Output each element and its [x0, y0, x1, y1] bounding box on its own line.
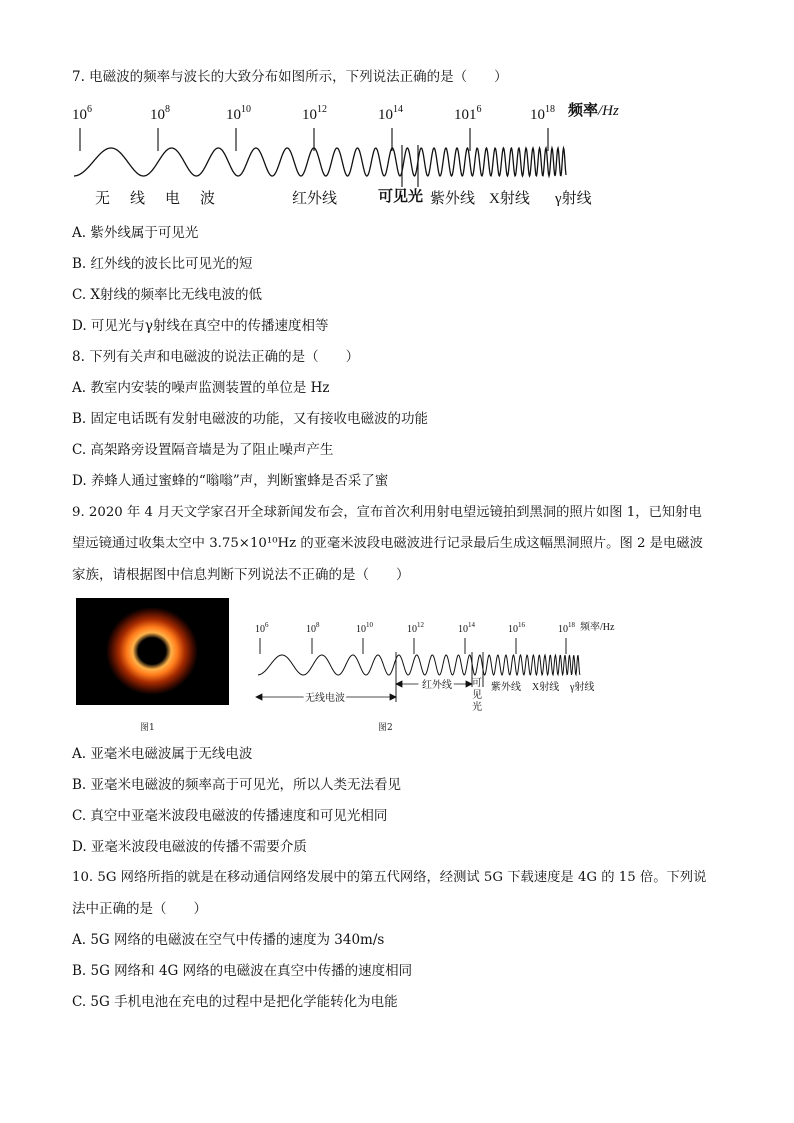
- q9-freq-label-7: $10^{18}$: [558, 621, 575, 635]
- q9-freq-unit: 频率/Hz: [580, 622, 615, 633]
- q10-option-b: B. 5G 网络和 4G 网络的电磁波在真空中传播的速度相同: [72, 963, 413, 979]
- q9-spectrum-figure: [250, 612, 650, 722]
- q7-option-c: C. X射线的频率比无线电波的低: [72, 287, 263, 303]
- q9-freq-label-3: $10^{10}$: [356, 621, 373, 635]
- q7-freq-unit: 频率/Hz: [568, 101, 619, 119]
- q9-option-a: A. 亚毫米电磁波属于无线电波: [72, 746, 253, 762]
- q7-band-xian: 线: [130, 191, 146, 207]
- q7-option-a: A. 紫外线属于可见光: [72, 225, 199, 241]
- q7-band-gamma: γ射线: [555, 191, 592, 207]
- q7-band-dian: 电: [165, 191, 181, 207]
- q7-freq-label-6: $101^6$: [454, 104, 482, 123]
- q8-option-d: D. 养蜂人通过蜜蜂的“嗡嗡”声，判断蜜蜂是否采了蜜: [72, 473, 389, 489]
- q7-band-xray: X射线: [489, 191, 530, 207]
- q9-freq-label-6: $10^{16}$: [508, 621, 525, 635]
- q7-band-uv: 紫外线: [430, 191, 476, 207]
- q8-stem: 8. 下列有关声和电磁波的说法正确的是（ ）: [72, 349, 360, 365]
- q7-band-wu: 无: [95, 191, 111, 207]
- fig1-caption: 图1: [140, 723, 155, 733]
- q9-band-radio: 无线电波: [305, 693, 345, 704]
- q7-option-b: B. 红外线的波长比可见光的短: [72, 256, 253, 272]
- q10-option-a: A. 5G 网络的电磁波在空气中传播的速度为 340m/s: [72, 932, 385, 948]
- q7-band-visible: 可见光: [378, 189, 424, 205]
- q9-option-d: D. 亚毫米波段电磁波的传播不需要介质: [72, 839, 307, 855]
- fig2-caption: 图2: [378, 723, 393, 733]
- q9-radio-arrowhead-left: [256, 694, 262, 700]
- q9-stem-line-2: 望远镜通过收集太空中 3.75×10¹⁰Hz 的亚毫米波段电磁波进行记录最后生成这幅黑洞照片。图 2 是电磁波: [72, 536, 703, 551]
- q7-freq-label-5: $10^{14}$: [378, 104, 403, 123]
- q9-infrared-arrowhead-left: [396, 681, 402, 687]
- q9-option-c: C. 真空中亚毫米波段电磁波的传播速度和可见光相同: [72, 808, 388, 824]
- q9-band-uv: 紫外线: [491, 682, 521, 693]
- q7-option-d: D. 可见光与γ射线在真空中的传播速度相等: [72, 318, 329, 334]
- q7-band-infrared: 红外线: [292, 191, 338, 207]
- q7-freq-label-1: $10^6$: [72, 104, 92, 123]
- q9-wave-curve: [258, 655, 580, 675]
- q9-freq-label-1: $10^6$: [255, 621, 269, 635]
- q7-freq-label-3: $10^{10}$: [226, 104, 251, 123]
- q7-band-bo: 波: [200, 191, 216, 207]
- q9-band-gamma: γ射线: [570, 682, 595, 693]
- q9-option-b: B. 亚毫米电磁波的频率高于可见光，所以人类无法看见: [72, 777, 402, 793]
- q7-freq-label-2: $10^8$: [150, 104, 170, 123]
- q7-freq-label-4: $10^{12}$: [302, 104, 327, 123]
- q7-spectrum-figure: [0, 95, 794, 215]
- q7-freq-label-7: $10^{18}$: [530, 104, 555, 123]
- q10-option-c: C. 5G 手机电池在充电的过程中是把化学能转化为电能: [72, 994, 398, 1010]
- black-hole-image: [76, 598, 229, 705]
- q9-stem-line-3: 家族，请根据图中信息判断下列说法不正确的是（ ）: [72, 567, 410, 583]
- q9-band-visible-1: 可: [472, 678, 482, 689]
- q8-option-a: A. 教室内安装的噪声监测装置的单位是 Hz: [72, 380, 330, 396]
- q9-band-visible-2: 见: [472, 690, 482, 701]
- q9-freq-label-4: $10^{12}$: [407, 621, 424, 635]
- q7-wave-curve: [74, 148, 566, 176]
- q9-band-xray: X射线: [532, 682, 560, 693]
- q9-freq-label-5: $10^{14}$: [458, 621, 475, 635]
- q9-freq-label-2: $10^8$: [306, 621, 320, 635]
- q8-option-b: B. 固定电话既有发射电磁波的功能，又有接收电磁波的功能: [72, 411, 429, 427]
- q9-stem-line-1: 9. 2020 年 4 月天文学家召开全球新闻发布会，宣布首次利用射电望远镜拍到黑洞的照片如图 1，已知射电: [72, 505, 702, 520]
- q10-stem-line-1: 10. 5G 网络所指的就是在移动通信网络发展中的第五代网络，经测试 5G 下载速度是 4G 的 15 倍。下列说: [72, 870, 707, 885]
- q8-option-c: C. 高架路旁设置隔音墙是为了阻止噪声产生: [72, 442, 334, 458]
- q9-radio-arrowhead-right: [390, 694, 396, 700]
- q9-band-visible-3: 光: [472, 702, 482, 713]
- q10-stem-line-2: 法中正确的是（ ）: [72, 901, 207, 917]
- q7-stem: 7. 电磁波的频率与波长的大致分布如图所示，下列说法正确的是（ ）: [72, 69, 508, 85]
- q9-band-infrared: 红外线: [422, 680, 452, 691]
